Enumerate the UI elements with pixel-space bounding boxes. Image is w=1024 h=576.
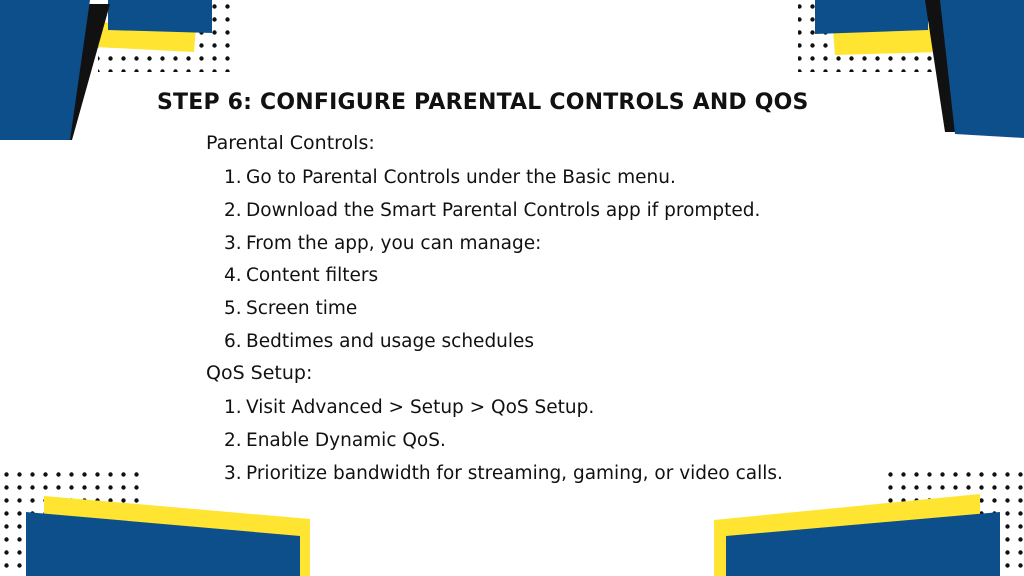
list-item (224, 228, 760, 261)
section-heading-qos-setup: QoS Setup: (206, 362, 313, 384)
list-text: From the app, you can manage: (246, 232, 542, 254)
list-number: 2. (224, 429, 242, 451)
list-item (224, 162, 760, 195)
list-text: Bedtimes and usage schedules (246, 330, 535, 352)
list-text: Go to Parental Controls under the Basic menu. (246, 167, 676, 188)
list-text: Download the Smart Parental Controls app if prompted. (246, 199, 761, 221)
list-text: Visit Advanced > Setup > QoS Setup. (246, 397, 595, 418)
list-text: Content filters (246, 265, 379, 287)
qos-setup-steps (224, 392, 783, 490)
list-item (224, 425, 783, 458)
list-number: 1. (224, 397, 242, 418)
list-item (224, 260, 760, 293)
list-item (224, 326, 760, 359)
list-text: Prioritize bandwidth for streaming, gaming, or video calls. (246, 462, 783, 484)
list-text: Screen time (246, 298, 358, 320)
parental-controls-steps (224, 162, 760, 359)
list-text: Enable Dynamic QoS. (246, 429, 446, 451)
list-number: 2. (224, 199, 242, 221)
list-number: 3. (224, 232, 242, 254)
list-number: 3. (224, 462, 242, 484)
list-number: 5. (224, 298, 242, 320)
list-item (224, 458, 783, 491)
section-heading-parental-controls: Parental Controls: (206, 132, 375, 154)
blue-block-top-right (815, 0, 928, 34)
slide-title: STEP 6: CONFIGURE PARENTAL CONTROLS AND QOS (157, 90, 809, 115)
list-item (224, 293, 760, 326)
blue-block-top-left (108, 0, 212, 33)
list-item (224, 392, 783, 425)
list-number: 6. (224, 330, 242, 352)
list-item (224, 195, 760, 228)
list-number: 1. (224, 167, 242, 188)
list-number: 4. (224, 265, 242, 287)
